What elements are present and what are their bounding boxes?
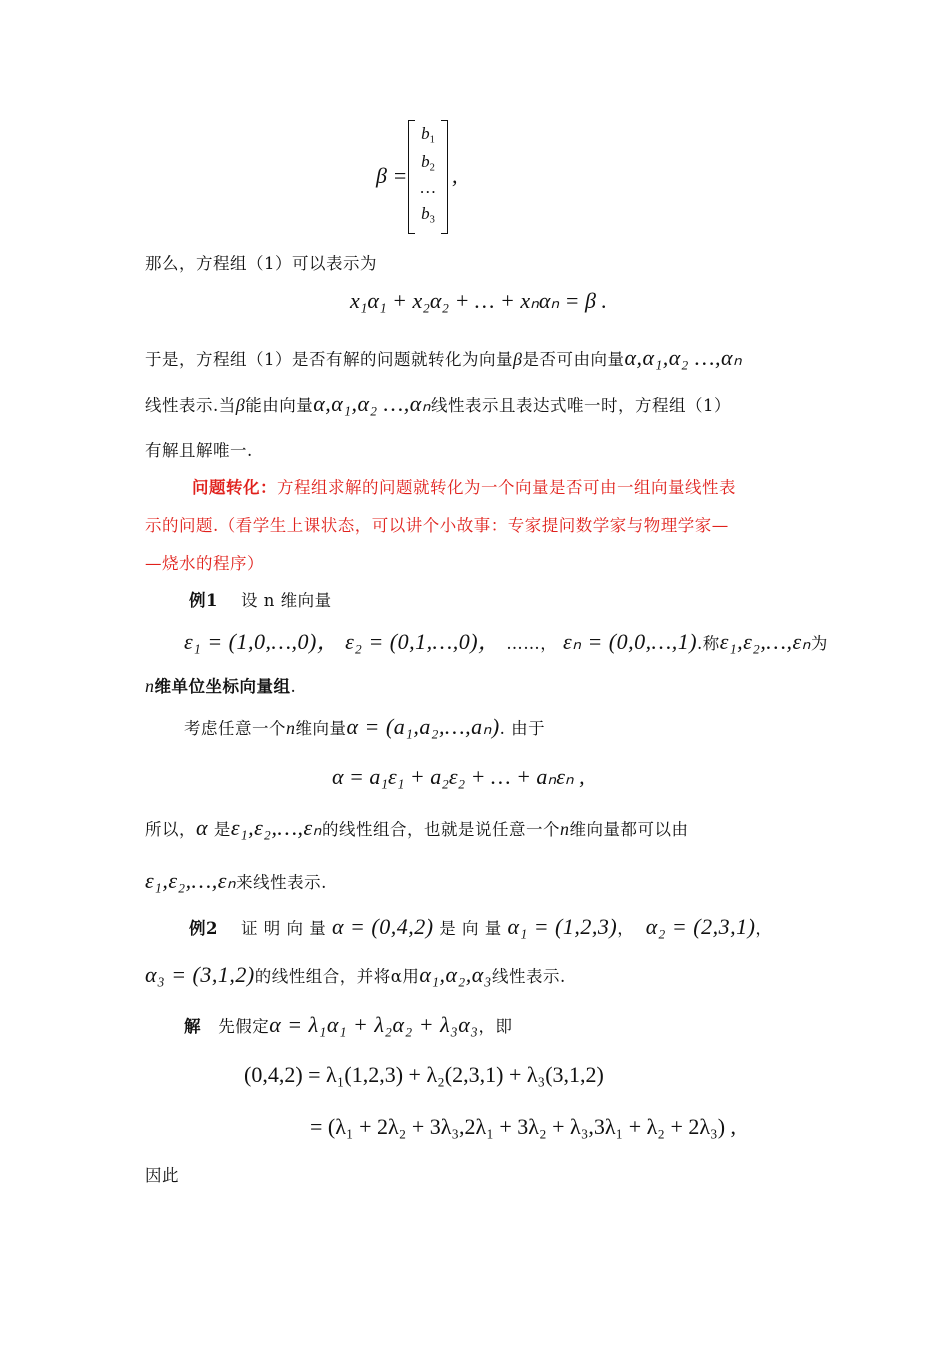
equation-4: = (λ₁ + 2λ₂ + 3λ₃,2λ₁ + 3λ₂ + λ₃,3λ₁ + λ₂ + 2λ₃) , <box>310 1114 737 1139</box>
red-note-line: —烧水的程序） <box>145 554 264 573</box>
red-note-line: 问题转化：方程组求解的问题就转化为一个向量是否可由一组向量线性表 <box>192 478 736 497</box>
paragraph-line: 于是，方程组（1）是否有解的问题就转化为向量β是否可由向量α,α₁,α₂ …,αₙ <box>145 345 743 370</box>
equation-2: α = a₁ε₁ + a₂ε₂ + … + aₙεₙ , <box>332 764 585 789</box>
example-2-heading: 例2 证 明 向 量 α = (0,4,2) 是 向 量 α₁ = (1,2,3)， α₂ = (2,3,1)， <box>189 914 773 939</box>
column-matrix <box>408 120 448 234</box>
matrix-comma: , <box>452 163 458 188</box>
example-1-heading: 例1 设 n 维向量 <box>189 591 332 610</box>
paragraph-line: 考虑任意一个n维向量α = (a₁,a₂,…,aₙ). 由于 <box>184 714 546 739</box>
equation-3: (0,4,2) = λ₁(1,2,3) + λ₂(2,3,1) + λ₃(3,1,2) <box>244 1062 604 1087</box>
paragraph-line: 因此 <box>145 1166 179 1185</box>
paragraph-line: 那么，方程组（1）可以表示为 <box>145 254 377 273</box>
matrix-entry-b2: $b_2$ <box>421 152 435 174</box>
matrix-entry-dots: … <box>420 178 436 197</box>
epsilon-definitions: ε₁ = (1,0,…,0)， ε₂ = (0,1,…,0)， ……， εₙ = (0,0,…,1).称ε₁,ε₂,…,εₙ为 <box>184 629 828 654</box>
solution-heading: 解 先假定α = λ₁α₁ + λ₂α₂ + λ₃α₃，即 <box>184 1012 513 1037</box>
paragraph-line: 所以，α 是ε₁,ε₂,…,εₙ的线性组合，也就是说任意一个n维向量都可以由 <box>145 815 689 840</box>
paragraph-line: 线性表示.当β能由向量α,α₁,α₂ …,αₙ线性表示且表达式唯一时，方程组（1） <box>145 391 732 416</box>
red-note-line: 示的问题.（看学生上课状态，可以讲个小故事：专家提问数学家与物理学家— <box>145 516 729 535</box>
red-note-title: 问题转化： <box>192 478 277 497</box>
paragraph-line: 有解且解唯一. <box>145 441 253 460</box>
beta-equals: β = <box>376 163 408 188</box>
unit-vector-term: n维单位坐标向量组. <box>145 676 297 696</box>
matrix-entry-b1: $b_1$ <box>421 124 435 146</box>
equation-1: x₁α₁ + x₂α₂ + … + xₙαₙ = β . <box>350 288 607 313</box>
matrix-entry-b3: $b_3$ <box>421 204 435 226</box>
paragraph-line: ε₁,ε₂,…,εₙ来线性表示. <box>145 868 327 893</box>
paragraph-line: α₃ = (3,1,2)的线性组合，并将α用α₁,α₂,α₃线性表示. <box>145 962 566 987</box>
